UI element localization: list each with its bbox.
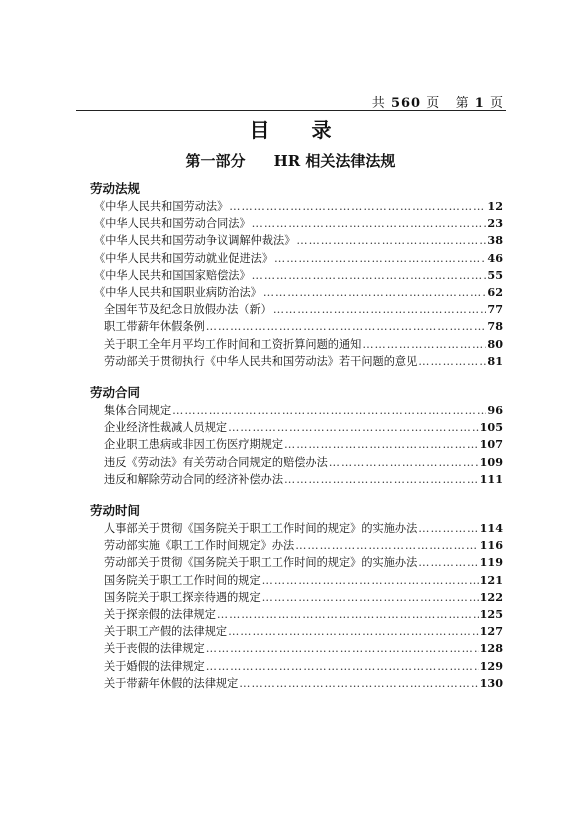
dot-leader: [172, 402, 486, 419]
toc-entry[interactable]: [90, 623, 503, 640]
toc-entry[interactable]: [90, 284, 503, 301]
entry-page: 12: [487, 199, 503, 213]
entry-page: 129: [479, 658, 503, 673]
entry-title: 企业职工患病或非因工伤医疗期规定: [104, 438, 284, 452]
total-pages: 560: [390, 96, 422, 111]
current-page: 1: [474, 96, 485, 111]
entry-title: 关于婚假的法律规定: [104, 659, 205, 673]
entry-page: 127: [479, 624, 503, 639]
part-name: HR 相关法律法规: [273, 152, 396, 170]
dot-leader: [284, 471, 479, 488]
entry-title: 国务院关于职工探亲待遇的规定: [104, 590, 261, 604]
entry-title: 《中华人民共和国国家赔偿法》: [94, 268, 251, 282]
toc-entry[interactable]: [90, 353, 503, 370]
entry-title: 《中华人民共和国劳动就业促进法》: [94, 251, 274, 265]
entry-page: 23: [487, 216, 503, 231]
entry-title: 劳动部实施《职工工作时间规定》办法: [104, 539, 295, 553]
dot-leader: [274, 250, 486, 267]
dot-leader: [252, 267, 487, 284]
dot-leader: [418, 520, 478, 537]
dot-leader: [362, 336, 486, 353]
entry-page: 114: [479, 521, 503, 535]
dot-leader: [239, 675, 478, 692]
toc-entry[interactable]: [90, 301, 503, 318]
entry-page: 78: [487, 319, 503, 334]
current-prefix: 第: [455, 96, 470, 111]
entry-page: 119: [479, 555, 503, 570]
entry-title: 违反《劳动法》有关劳动合同规定的赔偿办法: [104, 455, 328, 469]
entry-page: 38: [487, 233, 503, 248]
entry-page: 105: [479, 420, 503, 435]
entry-page: 111: [479, 471, 503, 486]
entry-page: 80: [487, 336, 503, 351]
toc-entry[interactable]: [90, 554, 503, 571]
entry-page: 109: [479, 454, 503, 469]
dot-leader: [329, 454, 479, 471]
entry-title: 企业经济性裁减人员规定: [104, 421, 228, 435]
toc-entry[interactable]: [90, 572, 503, 589]
entry-title: 职工带薪年休假条例: [104, 320, 205, 334]
entry-title: 关于职工产假的法律规定: [104, 625, 228, 639]
part-label: 第一部分: [185, 152, 246, 170]
dot-leader: [418, 353, 486, 370]
entry-title: 《中华人民共和国职业病防治法》: [94, 285, 262, 299]
toc-entry[interactable]: [90, 250, 503, 267]
header-rule: [76, 110, 506, 111]
entry-page: 96: [487, 403, 503, 417]
entry-title: 违反和解除劳动合同的经济补偿办法: [104, 472, 284, 486]
total-suffix: 页: [426, 96, 441, 111]
part-title: [0, 150, 581, 171]
entry-title: 关于丧假的法律规定: [104, 642, 205, 656]
section-title: 劳动合同: [90, 385, 141, 400]
section-labor-contracts: [90, 384, 503, 488]
dot-leader: [262, 589, 479, 606]
dot-leader: [206, 658, 479, 675]
entry-page: 125: [479, 606, 503, 621]
entry-title: 《中华人民共和国劳动合同法》: [94, 217, 251, 231]
entry-page: 62: [487, 284, 503, 299]
section-working-hours: [90, 502, 503, 692]
toc-entry[interactable]: [90, 336, 503, 353]
entry-title: 关于带薪年休假的法律规定: [104, 676, 239, 690]
entry-page: 107: [479, 437, 503, 452]
toc-entry[interactable]: [90, 419, 503, 436]
toc-entry[interactable]: [90, 454, 503, 471]
dot-leader: [228, 419, 479, 436]
dot-leader: [229, 198, 486, 215]
entry-title: 关于探亲假的法律规定: [104, 607, 216, 621]
page-header: [0, 92, 504, 111]
toc-entry[interactable]: [90, 215, 503, 232]
entry-page: 116: [479, 538, 503, 553]
toc-entry[interactable]: [90, 318, 503, 335]
entry-title: 劳动部关于贯彻《国务院关于职工工作时间的规定》的实施办法: [104, 556, 418, 570]
entry-page: 81: [487, 353, 503, 368]
dot-leader: [206, 640, 479, 657]
entry-page: 122: [479, 589, 503, 604]
dot-leader: [263, 284, 487, 301]
toc-entry[interactable]: [90, 267, 503, 284]
entry-title: 集体合同规定: [104, 404, 172, 417]
dot-leader: [296, 232, 486, 249]
entry-page: 46: [487, 250, 503, 265]
toc-entry[interactable]: [90, 675, 503, 692]
toc-entry[interactable]: [90, 658, 503, 675]
dot-leader: [217, 606, 479, 623]
dot-leader: [252, 215, 487, 232]
dot-leader: [262, 572, 479, 589]
toc-entry[interactable]: [90, 640, 503, 657]
entry-page: 130: [479, 675, 503, 690]
entry-title: 全国年节及纪念日放假办法（新）: [104, 303, 272, 317]
entry-page: 55: [487, 267, 503, 282]
toc-title: 目录: [249, 118, 374, 142]
entry-title: 《中华人民共和国劳动法》: [94, 200, 229, 213]
toc-entry[interactable]: [90, 589, 503, 606]
toc-entry[interactable]: [90, 436, 503, 453]
dot-leader: [228, 623, 479, 640]
dot-leader: [273, 301, 487, 318]
dot-leader: [295, 537, 478, 554]
section-title: 劳动时间: [90, 503, 141, 518]
toc-entry[interactable]: [90, 232, 503, 249]
entry-page: 77: [487, 302, 503, 317]
section-title: 劳动法规: [90, 181, 141, 196]
toc-entry[interactable]: [90, 198, 503, 215]
total-prefix: 共: [371, 96, 386, 111]
entry-page: 121: [479, 572, 503, 587]
dot-leader: [206, 318, 487, 335]
entry-title: 劳动部关于贯彻执行《中华人民共和国劳动法》若干问题的意见: [104, 354, 418, 368]
entry-page: 128: [479, 641, 503, 656]
section-labor-regulations: [90, 180, 503, 370]
dot-leader: [284, 436, 479, 453]
entry-title: 人事部关于贯彻《国务院关于职工工作时间的规定》的实施办法: [104, 522, 418, 535]
entry-title: 关于职工全年月平均工作时间和工资折算问题的通知: [104, 337, 362, 351]
toc-entry[interactable]: [90, 520, 503, 537]
dot-leader: [418, 554, 478, 571]
entry-title: 《中华人民共和国劳动争议调解仲裁法》: [94, 234, 296, 248]
toc-entry[interactable]: [90, 606, 503, 623]
toc-entry[interactable]: [90, 537, 503, 554]
toc-entry[interactable]: [90, 402, 503, 419]
toc-entry[interactable]: [90, 471, 503, 488]
entry-title: 国务院关于职工工作时间的规定: [104, 573, 261, 587]
current-suffix: 页: [489, 96, 504, 111]
